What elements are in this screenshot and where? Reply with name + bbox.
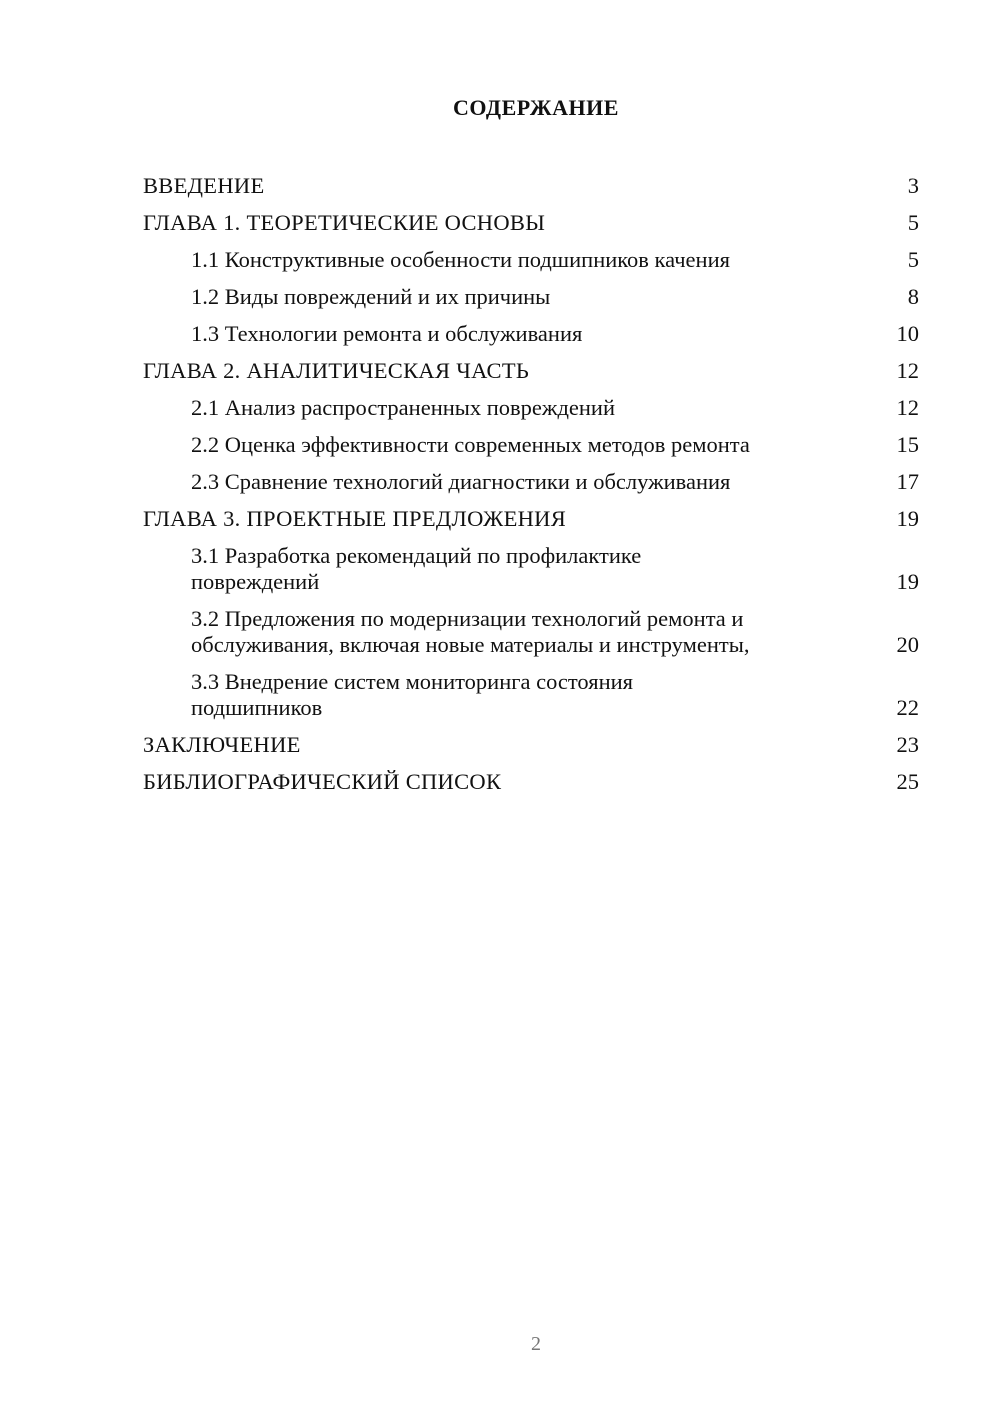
- toc-entry-text: ГЛАВА 2. АНАЛИТИЧЕСКАЯ ЧАСТЬ: [143, 358, 530, 383]
- toc-page-number: 8: [907, 284, 919, 309]
- toc-page-number: 22: [896, 695, 919, 720]
- toc-entry-section-1-2[interactable]: [143, 279, 919, 316]
- toc-entry-section-1-3[interactable]: [143, 316, 919, 353]
- toc-entry-text: 2.3 Сравнение технологий диагностики и обслуживания: [191, 469, 731, 494]
- toc-page-number: 15: [896, 432, 919, 457]
- toc-page-number: 5: [907, 247, 919, 272]
- toc-entry-text: ВВЕДЕНИЕ: [143, 173, 265, 198]
- toc-entry-section-3-3[interactable]: [143, 664, 919, 727]
- toc-entry-text: 2.2 Оценка эффективности современных методов ремонта: [191, 432, 750, 457]
- toc-entry-section-3-1[interactable]: [143, 538, 919, 601]
- toc-entry-chapter-3[interactable]: [143, 501, 919, 538]
- toc-entry-section-2-2[interactable]: [143, 427, 919, 464]
- toc-page-number: 12: [896, 358, 919, 383]
- toc-entry-conclusion[interactable]: [143, 727, 919, 764]
- toc-entry-text: 2.1 Анализ распространенных повреждений: [191, 395, 616, 420]
- toc-page-number: 10: [896, 321, 919, 346]
- toc-entry-introduction[interactable]: [143, 168, 919, 205]
- table-of-contents: [143, 168, 919, 801]
- toc-entry-text: ГЛАВА 1. ТЕОРЕТИЧЕСКИЕ ОСНОВЫ: [143, 210, 546, 235]
- toc-entry-section-2-3[interactable]: [143, 464, 919, 501]
- toc-entry-text: 1.1 Конструктивные особенности подшипников качения: [191, 247, 730, 272]
- toc-page-number: 20: [896, 632, 919, 657]
- toc-page-number: 23: [896, 732, 919, 757]
- toc-page-number: 12: [896, 395, 919, 420]
- toc-page-number: 19: [896, 506, 919, 531]
- toc-entry-chapter-2[interactable]: [143, 353, 919, 390]
- toc-page-number: 3: [907, 173, 919, 198]
- toc-page-number: 19: [896, 569, 919, 594]
- toc-entry-text: 1.3 Технологии ремонта и обслуживания: [191, 321, 583, 346]
- toc-entry-text: БИБЛИОГРАФИЧЕСКИЙ СПИСОК: [143, 769, 502, 794]
- toc-entry-text: 3.1 Разработка рекомендаций по профилактике повреждений: [191, 543, 642, 594]
- toc-entry-text: 3.2 Предложения по модернизации технологий ремонта и обслуживания, включая новые материалы и инструменты,: [191, 606, 750, 657]
- toc-entry-text: ЗАКЛЮЧЕНИЕ: [143, 732, 301, 757]
- toc-page-number: 25: [896, 769, 919, 794]
- toc-entry-text: 1.2 Виды повреждений и их причины: [191, 284, 551, 309]
- toc-entry-text: 3.3 Внедрение систем мониторинга состояния подшипников: [191, 669, 634, 720]
- toc-page-number: 17: [896, 469, 919, 494]
- toc-entry-section-3-2[interactable]: [143, 601, 919, 664]
- toc-entry-section-2-1[interactable]: [143, 390, 919, 427]
- toc-entry-section-1-1[interactable]: [143, 242, 919, 279]
- toc-page-number: 5: [907, 210, 919, 235]
- toc-entry-text: ГЛАВА 3. ПРОЕКТНЫЕ ПРЕДЛОЖЕНИЯ: [143, 506, 567, 531]
- page-number-footer: 2: [531, 1333, 541, 1355]
- page-title: СОДЕРЖАНИЕ: [453, 95, 619, 120]
- toc-entry-chapter-1[interactable]: [143, 205, 919, 242]
- toc-entry-bibliography[interactable]: [143, 764, 919, 801]
